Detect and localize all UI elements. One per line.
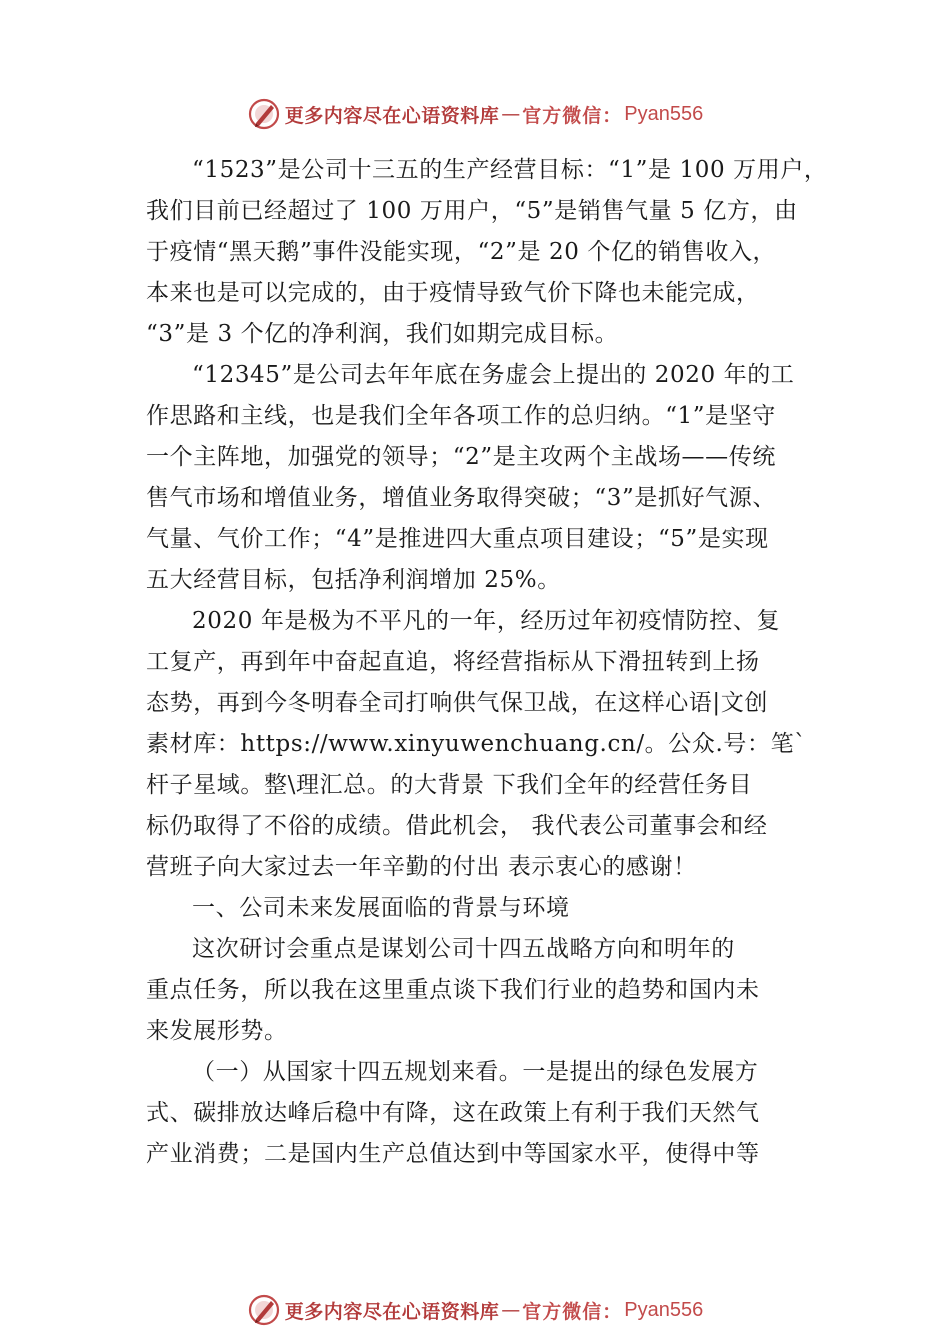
text-line: 我们目前已经超过了 100 万用户，“5”是销售气量 5 亿方，由 <box>146 198 798 224</box>
header-separator: — <box>501 103 521 125</box>
paragraph <box>146 601 836 888</box>
text-line: 来发展形势。 <box>146 1018 288 1044</box>
paragraph <box>146 929 836 1052</box>
text-line: “12345”是公司去年年底在务虚会上提出的 2020 年的工 <box>192 362 795 388</box>
text-line: 一、公司未来发展面临的背景与环境 <box>192 895 570 921</box>
text-line: 售气市场和增值业务，增值业务取得突破；“3”是抓好气源、 <box>146 485 776 511</box>
text-line: 一个主阵地，加强党的领导；“2”是主攻两个主战场——传统 <box>146 444 776 470</box>
text-line: 五大经营目标，包括净利润增加 25%。 <box>146 567 561 593</box>
header-brand-text: 更多内容尽在心语资料库 <box>284 104 500 127</box>
paragraph <box>146 1052 836 1175</box>
text-line: 式、碳排放达峰后稳中有降，这在政策上有利于我们天然气 <box>146 1100 760 1126</box>
footer-separator: — <box>501 1299 521 1321</box>
text-line: 于疫情“黑天鹅”事件没能实现，“2”是 20 个亿的销售收入， <box>146 239 777 265</box>
paragraph <box>146 150 836 355</box>
pen-circle-logo-icon <box>247 1293 281 1327</box>
document-body <box>146 150 836 1175</box>
text-line: 态势，再到今冬明春全司打响供气保卫战，在这样心语|文创 <box>146 690 768 716</box>
text-line: 气量、气价工作；“4”是推进四大重点项目建设；“5”是实现 <box>146 526 769 552</box>
text-line: 营班子向大家过去一年辛勤的付出 表示衷心的感谢！ <box>146 854 697 880</box>
text-line: 这次研讨会重点是谋划公司十四五战略方向和明年的 <box>192 936 735 962</box>
header-banner <box>0 94 950 134</box>
text-line: （一）从国家十四五规划来看。一是提出的绿色发展方 <box>192 1059 759 1085</box>
text-line: 工复产，再到年中奋起直追，将经营指标从下滑扭转到上扬 <box>146 649 760 675</box>
text-line: 标仍取得了不俗的成绩。借此机会， 我代表公司董事会和经 <box>146 813 768 839</box>
text-line: 本来也是可以完成的，由于疫情导致气价下降也未能完成， <box>146 280 760 306</box>
text-line: “3”是 3 个亿的净利润，我们如期完成目标。 <box>146 321 619 347</box>
header-wechat-label: 官方微信： <box>522 104 623 127</box>
header-wechat-id: Pyan556 <box>624 102 704 125</box>
footer-wechat-label: 官方微信： <box>522 1300 623 1323</box>
paragraph <box>146 888 836 929</box>
text-line: 杆子星域。整\理汇总。的大背景 下我们全年的经营任务目 <box>146 772 753 798</box>
paragraph <box>146 355 836 601</box>
footer-brand-text: 更多内容尽在心语资料库 <box>284 1300 500 1323</box>
text-line: 作思路和主线，也是我们全年各项工作的总归纳。“1”是坚守 <box>146 403 776 429</box>
footer-banner <box>0 1290 950 1330</box>
text-line: 2020 年是极为不平凡的一年，经历过年初疫情防控、复 <box>192 608 781 634</box>
text-line: 素材库：https://www.xinyuwenchuang.cn/。公众.号：笔` <box>146 731 807 757</box>
text-line: “1523”是公司十三五的生产经营目标：“1”是 100 万用户， <box>192 157 828 183</box>
text-line: 产业消费；二是国内生产总值达到中等国家水平，使得中等 <box>146 1141 760 1167</box>
pen-circle-logo-icon <box>247 97 281 131</box>
footer-wechat-id: Pyan556 <box>624 1298 704 1321</box>
text-line: 重点任务，所以我在这里重点谈下我们行业的趋势和国内未 <box>146 977 760 1003</box>
